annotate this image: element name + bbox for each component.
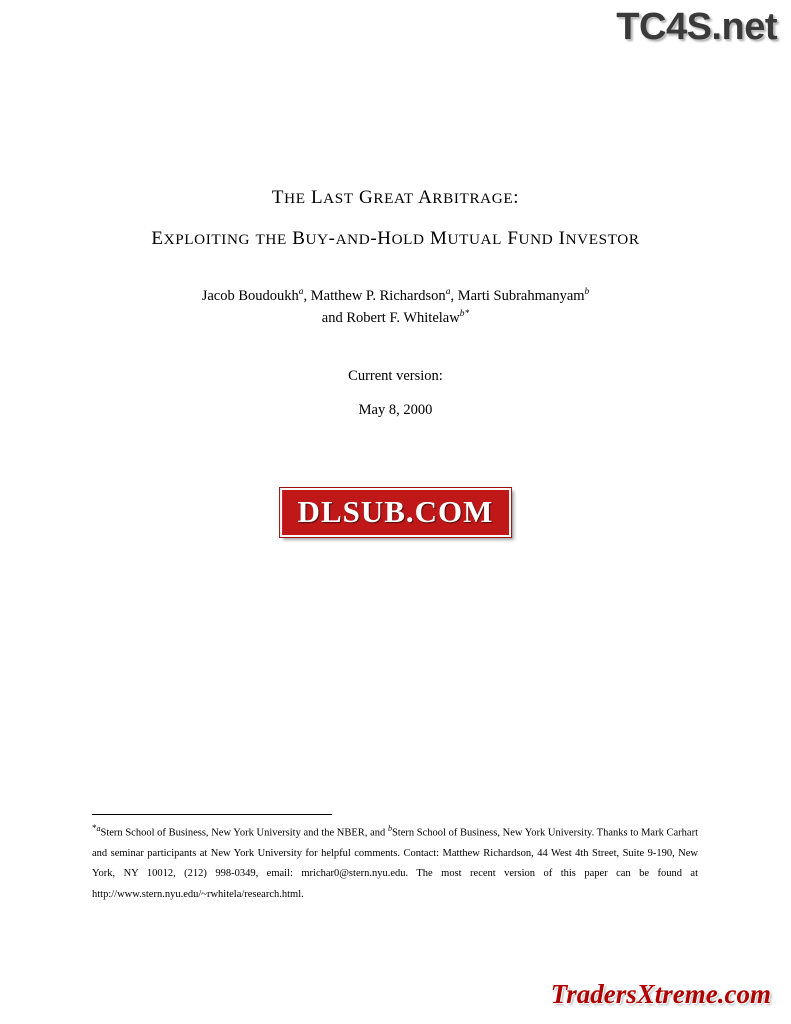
watermark-center (280, 488, 512, 537)
author-boudoukh-affil: a (298, 287, 304, 298)
author-whitelaw: and Robert F. Whitelaw (321, 310, 460, 327)
author-subrahmanyam-affil: b (584, 287, 590, 298)
page-title-line-1: THE LAST GREAT ARBITRAGE: (271, 187, 520, 208)
version-date: May 8, 2000 (358, 402, 433, 418)
author-line-2 (0, 307, 791, 329)
author-line-1 (0, 285, 791, 307)
author-richardson-affil: a (445, 287, 451, 298)
footnote-text-part-1: Stern School of Business, New York University and the NBER, and (100, 827, 388, 839)
watermark-top-right: TC4S.net (616, 6, 777, 48)
author-boudoukh: Jacob Boudoukh (201, 288, 299, 304)
footnote-divider (92, 814, 332, 815)
version-label: Current version: (348, 368, 443, 384)
footnote-sup-b: b (387, 824, 392, 833)
footnote-marker: * (92, 823, 97, 833)
footnote-sup-a: a (96, 824, 101, 833)
author-richardson: , Matthew P. Richardson (303, 288, 446, 304)
author-whitelaw-affil: b* (459, 309, 470, 320)
watermark-bottom-right: TradersXtreme.com (550, 979, 771, 1009)
title-block (0, 188, 791, 248)
page-title-line-2: EXPLOITING THE BUY-AND-HOLD MUTUAL FUND INVESTOR (151, 228, 640, 249)
author-subrahmanyam: , Marti Subrahmanyam (450, 288, 585, 304)
footnote-text-part-2: Stern School of Business, New York University. Thanks to Mark Carhart and seminar participants at New York University for helpful comments. Contact: Matthew Richardson, 44 West 4th Street, Suite 9-190, New York, NY 10012, (212) 998-0349, email: mrichar0@stern.nyu.edu. The most recent version of this paper can be found at http://www.stern.nyu.edu/~rwhitela/research.html. (92, 827, 698, 900)
watermark-center-text: DLSUB.COM (297, 494, 494, 529)
footnote-affiliations (92, 820, 698, 905)
author-list (0, 285, 791, 330)
